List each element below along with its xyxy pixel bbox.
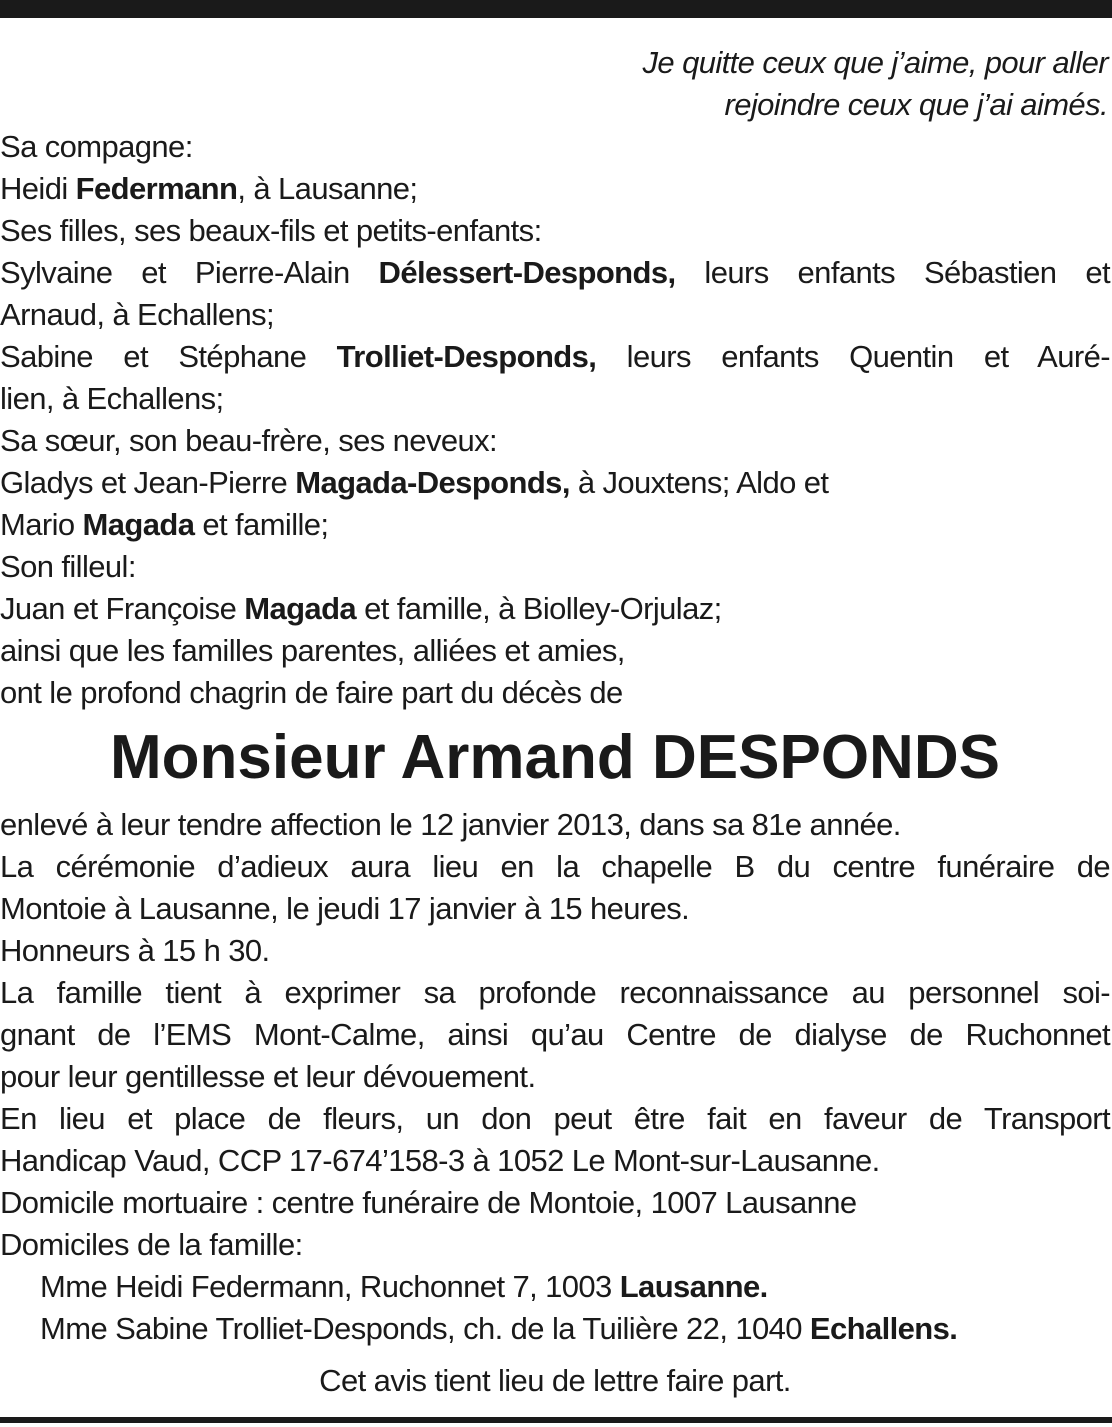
nephew-line xyxy=(0,504,1110,546)
family-home-city: Lausanne. xyxy=(619,1269,768,1304)
companion-surname: Federmann xyxy=(75,171,238,206)
thanks-line: La famille tient à exprimer sa profonde reconnaissance au personnel soi- xyxy=(0,975,1110,1010)
daughter-line-continued: Arnaud, à Echallens; xyxy=(0,297,275,332)
obituary-notice xyxy=(0,42,1110,1402)
epigraph-line: Je quitte ceux que j’aime, pour aller xyxy=(642,45,1108,80)
nephew-rest: et famille; xyxy=(194,507,329,542)
donation-line: En lieu et place de fleurs, un don peut être fait en faveur de Transport xyxy=(0,1101,1110,1136)
sister-heading: Sa sœur, son beau-frère, ses neveux: xyxy=(0,423,498,458)
daughter-line xyxy=(0,252,1110,294)
godson-heading: Son filleul: xyxy=(0,549,136,584)
companion-first-name: Heidi xyxy=(0,171,76,206)
family-home-city: Echallens. xyxy=(809,1311,958,1346)
daughter-names: Sylvaine et Pierre-Alain xyxy=(0,255,379,290)
godson-line xyxy=(0,588,1110,630)
companion-place: , à Lausanne; xyxy=(237,171,418,206)
godson-names: Juan et Françoise xyxy=(0,591,245,626)
companion-heading: Sa compagne: xyxy=(0,129,193,164)
daughter-rest: leurs enfants Sébastien et xyxy=(675,255,1110,290)
daughter-rest: leurs enfants Quentin et Auré- xyxy=(596,339,1110,374)
family-home-line xyxy=(0,1308,1110,1350)
relatives-line: ainsi que les familles parentes, alliées et amies, xyxy=(0,633,625,668)
family-home-address: Mme Sabine Trolliet-Desponds, ch. de la Tuilière 22, 1040 xyxy=(40,1311,810,1346)
sister-names: Gladys et Jean-Pierre xyxy=(0,465,296,500)
mortuary-line: Domicile mortuaire : centre funéraire de Montoie, 1007 Lausanne xyxy=(0,1185,857,1220)
bottom-rule xyxy=(0,1417,1112,1423)
daughter-line xyxy=(0,336,1110,378)
family-home-address: Mme Heidi Federmann, Ruchonnet 7, 1003 xyxy=(40,1269,620,1304)
godson-rest: et famille, à Biolley-Orjulaz; xyxy=(356,591,722,626)
nephew-surname: Magada xyxy=(82,507,195,542)
daughter-surname: Trolliet-Desponds, xyxy=(336,339,597,374)
epigraph-line: rejoindre ceux que j’ai aimés. xyxy=(724,87,1108,122)
daughter-surname: Délessert-Desponds, xyxy=(378,255,676,290)
epigraph xyxy=(0,42,1110,126)
family-home-line xyxy=(0,1266,1110,1308)
sister-line xyxy=(0,462,1110,504)
ceremony-line: Montoie à Lausanne, le jeudi 17 janvier à 15 heures. xyxy=(0,891,690,926)
donation-line: Handicap Vaud, CCP 17-674’158-3 à 1052 Le Mont-sur-Lausanne. xyxy=(0,1143,880,1178)
sister-rest: à Jouxtens; Aldo et xyxy=(569,465,829,500)
daughter-line-continued: lien, à Echallens; xyxy=(0,381,224,416)
companion-line xyxy=(0,168,1110,210)
deceased-name: Monsieur Armand DESPONDS xyxy=(110,723,1000,792)
honours-line: Honneurs à 15 h 30. xyxy=(0,933,270,968)
daughters-heading: Ses filles, ses beaux-fils et petits-enfants: xyxy=(0,213,542,248)
top-rule xyxy=(0,0,1112,18)
family-list xyxy=(0,126,1110,714)
godson-surname: Magada xyxy=(244,591,357,626)
ceremony-line: La cérémonie d’adieux aura lieu en la chapelle B du centre funéraire de xyxy=(0,849,1110,884)
daughter-names: Sabine et Stéphane xyxy=(0,339,337,374)
details xyxy=(0,804,1110,1350)
thanks-line: gnant de l’EMS Mont-Calme, ainsi qu’au Centre de dialyse de Ruchonnet xyxy=(0,1017,1110,1052)
passing-line: enlevé à leur tendre affection le 12 janvier 2013, dans sa 81e année. xyxy=(0,807,901,842)
sister-surname: Magada-Desponds, xyxy=(295,465,570,500)
family-homes-heading: Domiciles de la famille: xyxy=(0,1227,303,1262)
announcement-line: ont le profond chagrin de faire part du décès de xyxy=(0,675,623,710)
closing-note: Cet avis tient lieu de lettre faire part. xyxy=(319,1363,791,1398)
nephew-names: Mario xyxy=(0,507,83,542)
thanks-line: pour leur gentillesse et leur dévouement. xyxy=(0,1059,536,1094)
